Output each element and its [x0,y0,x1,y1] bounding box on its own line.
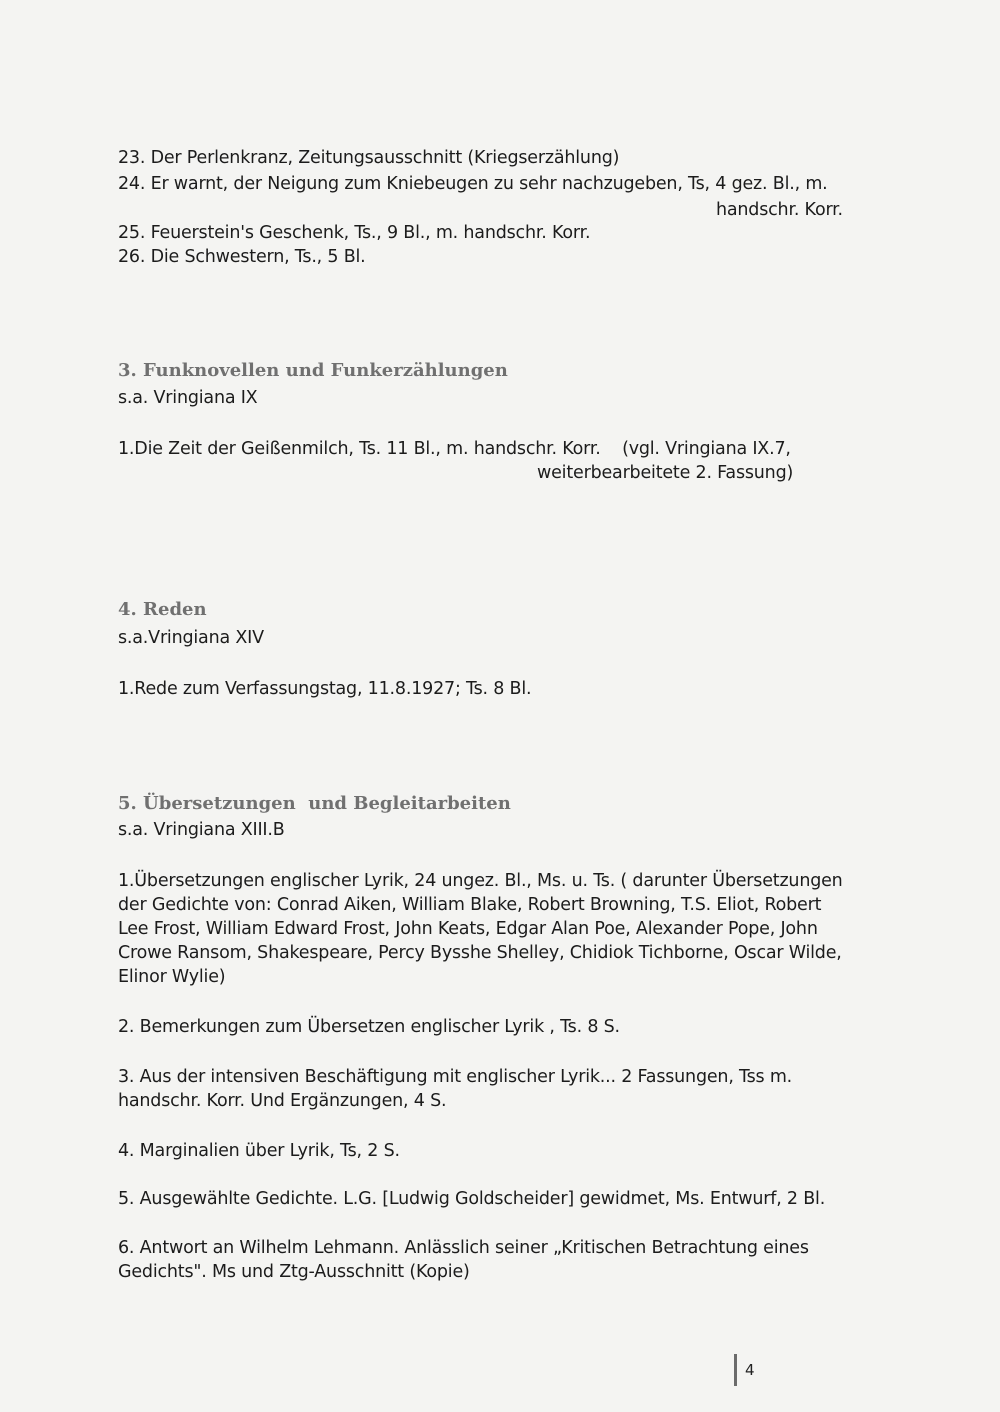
list-item: 26. Die Schwestern, Ts., 5 Bl. [118,247,366,267]
see-also-reference: s.a.Vringiana XIV [118,628,264,648]
list-item-continuation: Gedichts". Ms und Ztg-Ausschnitt (Kopie) [118,1262,470,1282]
list-item-continuation: weiterbearbeitete 2. Fassung) [537,463,794,483]
page-number: 4 [734,1354,755,1386]
list-item: 6. Antwort an Wilhelm Lehmann. Anlässlich seiner „Kritischen Betrachtung eines [118,1238,809,1258]
see-also-reference: s.a. Vringiana XIII.B [118,820,285,840]
list-item: 1.Die Zeit der Geißenmilch, Ts. 11 Bl., m. handschr. Korr. (vgl. Vringiana IX.7, [118,439,791,459]
list-item: 1.Übersetzungen englischer Lyrik, 24 ungez. Bl., Ms. u. Ts. ( darunter Übersetzungen [118,871,843,891]
list-item-continuation: der Gedichte von: Conrad Aiken, William Blake, Robert Browning, T.S. Eliot, Robert [118,895,822,915]
list-item: 24. Er warnt, der Neigung zum Kniebeugen zu sehr nachzugeben, Ts, 4 gez. Bl., m. [118,174,828,194]
list-item: 3. Aus der intensiven Beschäftigung mit englischer Lyrik... 2 Fassungen, Tss m. [118,1067,793,1087]
list-item-continuation: handschr. Korr. Und Ergänzungen, 4 S. [118,1091,447,1111]
see-also-reference: s.a. Vringiana IX [118,388,258,408]
list-item-continuation: Lee Frost, William Edward Frost, John Keats, Edgar Alan Poe, Alexander Pope, John [118,919,818,939]
list-item: 25. Feuerstein's Geschenk, Ts., 9 Bl., m. handschr. Korr. [118,223,591,243]
section-heading: 5. Übersetzungen und Begleitarbeiten [118,793,511,814]
list-item: 1.Rede zum Verfassungstag, 11.8.1927; Ts. 8 Bl. [118,679,532,699]
section-heading: 3. Funknovellen und Funkerzählungen [118,360,508,381]
section-heading: 4. Reden [118,599,207,620]
list-item-continuation: Elinor Wylie) [118,967,226,987]
list-item: 23. Der Perlenkranz, Zeitungsausschnitt (Kriegserzählung) [118,148,620,168]
list-item: 5. Ausgewählte Gedichte. L.G. [Ludwig Goldscheider] gewidmet, Ms. Entwurf, 2 Bl. [118,1189,826,1209]
list-item-continuation: Crowe Ransom, Shakespeare, Percy Bysshe Shelley, Chidiok Tichborne, Oscar Wilde, [118,943,842,963]
list-item: 4. Marginalien über Lyrik, Ts, 2 S. [118,1141,400,1161]
list-item-continuation: handschr. Korr. [716,200,843,220]
list-item: 2. Bemerkungen zum Übersetzen englischer Lyrik , Ts. 8 S. [118,1017,620,1037]
